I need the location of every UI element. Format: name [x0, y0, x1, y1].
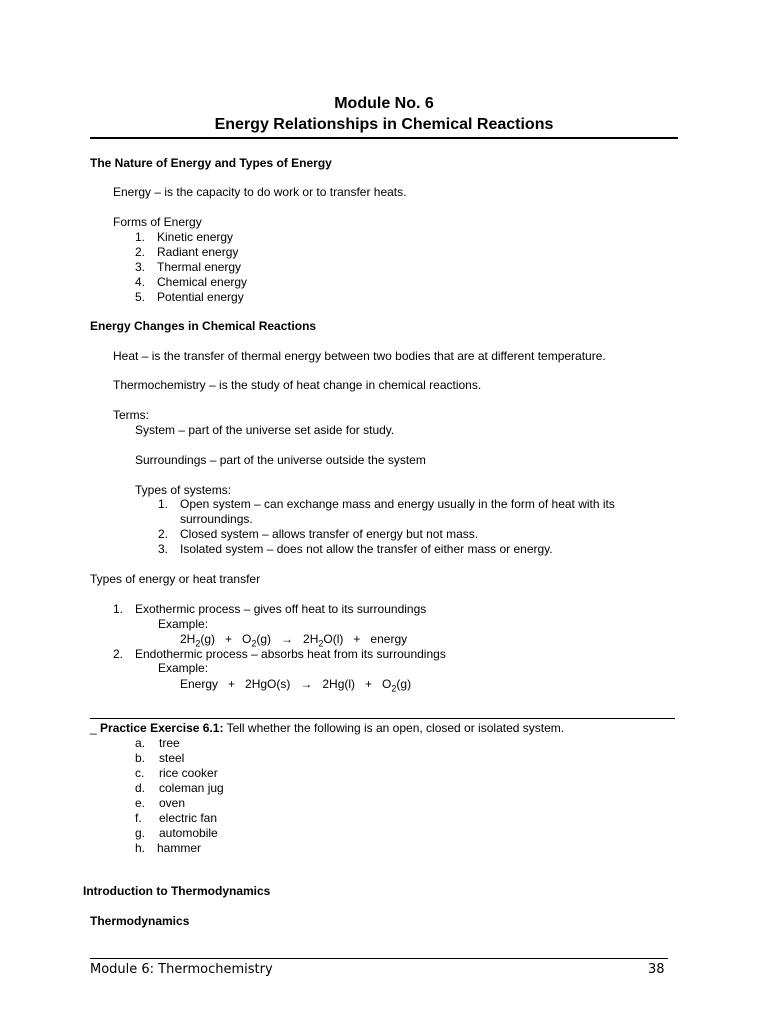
exercise-rule	[90, 718, 675, 719]
energy-definition: Energy – is the capacity to do work or to transfer heats.	[113, 185, 407, 199]
list-item: 1. Open system – can exchange mass and energy usually in the form of heat with its	[158, 497, 615, 511]
types-of-systems-heading: Types of systems:	[135, 483, 232, 497]
list-item: 3. Isolated system – does not allow the transfer of either mass or energy.	[158, 542, 553, 556]
section-heading-changes: Energy Changes in Chemical Reactions	[90, 319, 317, 333]
list-item: 1. Kinetic energy	[135, 230, 234, 244]
page-title: Energy Relationships in Chemical Reactions	[214, 116, 554, 133]
footer-module: Module 6: Thermochemistry	[90, 962, 273, 977]
terms-heading: Terms:	[113, 408, 149, 422]
list-item: 4. Chemical energy	[135, 275, 248, 289]
list-item: c. rice cooker	[135, 766, 218, 780]
list-item: b. steel	[135, 751, 185, 765]
example-label: Example:	[158, 661, 209, 675]
list-item: 2. Closed system – allows transfer of energy but not mass.	[158, 527, 479, 541]
thermochemistry-definition: Thermochemistry – is the study of heat change in chemical reactions.	[113, 378, 482, 392]
section-heading-thermodynamics: Thermodynamics	[90, 914, 190, 928]
heat-definition: Heat – is the transfer of thermal energy between two bodies that are at different temperature.	[113, 349, 606, 363]
endothermic-item: 2. Endothermic process – absorbs heat from its surroundings	[113, 647, 446, 661]
practice-exercise-prompt: Tell whether the following is an open, closed or isolated system.	[226, 721, 565, 735]
list-item: f. electric fan	[135, 811, 218, 825]
exothermic-equation: $2H_2(g) + O_2(g) \to 2H_2O(l)$ + energy	[180, 632, 408, 649]
list-item: e. oven	[135, 796, 186, 810]
list-item: h. hammer	[135, 841, 202, 855]
list-item: a. tree	[135, 736, 180, 750]
list-item: 5. Potential energy	[135, 290, 244, 304]
section-heading-nature: The Nature of Energy and Types of Energy	[90, 156, 332, 170]
system-definition: System – part of the universe set aside for study.	[135, 423, 395, 437]
page-number: 38	[648, 962, 665, 977]
footer-rule	[90, 958, 668, 959]
list-item: surroundings.	[180, 512, 253, 526]
list-item: 2. Radiant energy	[135, 245, 239, 259]
list-item: d. coleman jug	[135, 781, 224, 795]
section-heading-intro-thermo: Introduction to Thermodynamics	[83, 884, 271, 898]
transfer-heading: Types of energy or heat transfer	[90, 572, 261, 586]
list-item: 3. Thermal energy	[135, 260, 242, 274]
practice-exercise-line: _ Practice Exercise 6.1: Tell whether the following is an open, closed or isolated system.	[90, 721, 565, 735]
surroundings-definition: Surroundings – part of the universe outside the system	[135, 453, 426, 467]
example-label: Example:	[158, 617, 209, 631]
endothermic-equation: Energy + $2HgO(s) \to 2Hg(l) + O_2(g)$	[180, 677, 412, 694]
module-number: Module No. 6	[334, 95, 434, 112]
exothermic-item: 1. Exothermic process – gives off heat to its surroundings	[113, 602, 427, 616]
practice-exercise-label: Practice Exercise 6.1:	[100, 721, 224, 735]
list-item: g. automobile	[135, 826, 218, 840]
forms-heading: Forms of Energy	[113, 215, 202, 229]
title-rule	[90, 137, 678, 139]
